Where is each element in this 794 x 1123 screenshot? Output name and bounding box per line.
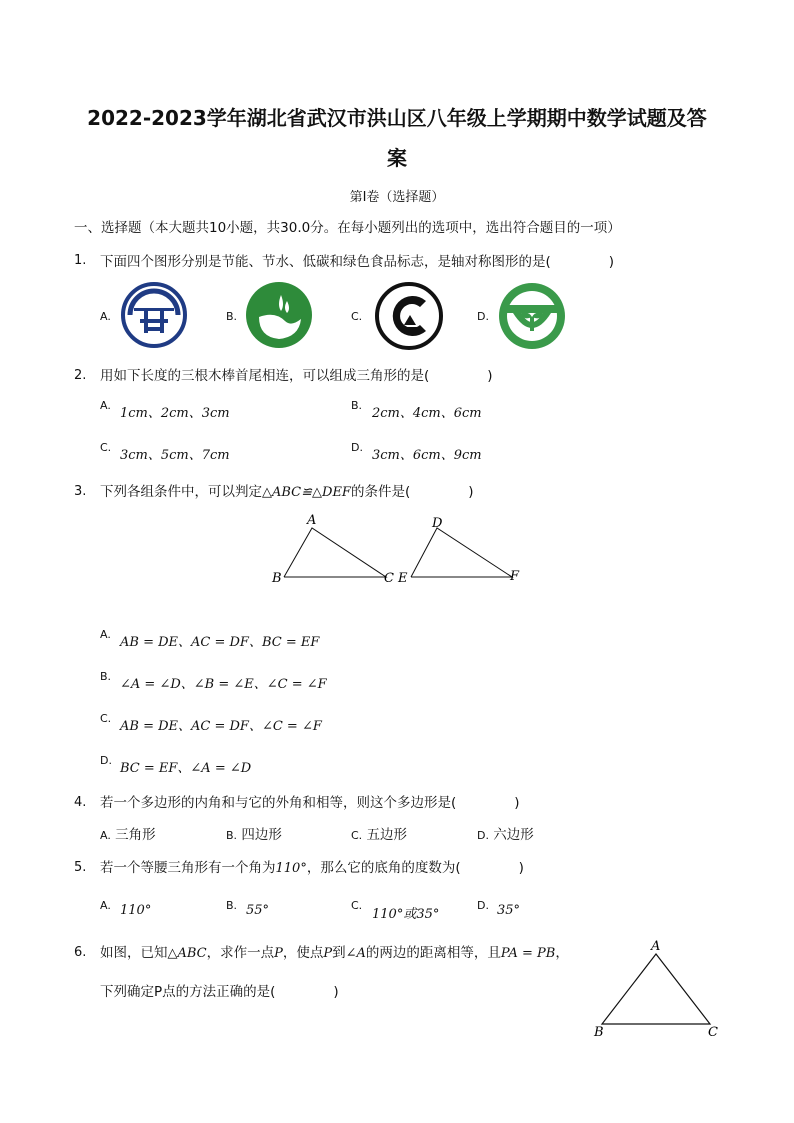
q2-option-d-label: D.: [351, 441, 363, 454]
q5-number: 5.: [74, 860, 87, 875]
energy-saving-logo: [120, 281, 188, 353]
q4-number: 4.: [74, 795, 87, 810]
label-F: F: [510, 569, 520, 584]
low-carbon-logo: [374, 281, 444, 355]
section-heading: 一、选择题（本大题共10小题，共30.0分。在每小题列出的选项中，选出符合题目的一项）: [74, 220, 621, 236]
q5-option-b: 55°: [246, 903, 270, 918]
q5-option-c-label: C.: [351, 899, 363, 912]
q1-option-b-label: B.: [226, 310, 238, 323]
q2-option-b-label: B.: [351, 399, 363, 412]
doc-title-line1: 2022-2023学年湖北省武汉市洪山区八年级上学期期中数学试题及答: [87, 106, 707, 130]
q3-option-c: AB = DE、AC = DF、∠C = ∠F: [120, 719, 322, 734]
q2-option-a: 1cm、2cm、3cm: [120, 406, 230, 421]
q3-option-b-label: B.: [100, 670, 112, 683]
q2-number: 2.: [74, 368, 87, 383]
q5-option-a: 110°: [120, 903, 152, 918]
label-D: D: [432, 516, 443, 531]
q3-triangles-figure: [268, 510, 530, 594]
q3-option-d: BC = EF、∠A = ∠D: [120, 761, 252, 776]
doc-title-line2: 案: [387, 146, 407, 170]
label-B: B: [272, 571, 282, 586]
q2-option-a-label: A.: [100, 399, 111, 412]
q2-option-b: 2cm、4cm、6cm: [372, 406, 482, 421]
q3-text: 下列各组条件中，可以判定△ABC≌△DEF的条件是( ): [100, 484, 474, 500]
q4-option-b: B. 四边形: [226, 827, 282, 843]
q6-triangle-figure: [588, 936, 728, 1048]
q1-option-c-label: C.: [351, 310, 363, 323]
q5-option-d-label: D.: [477, 899, 489, 912]
q2-option-c-label: C.: [100, 441, 112, 454]
label-A: A: [307, 513, 317, 528]
q6-text-line2: 下列确定P点的方法正确的是( ): [100, 984, 339, 1000]
q5-option-b-label: B.: [226, 899, 238, 912]
q1-option-d-label: D.: [477, 310, 489, 323]
q3-option-d-label: D.: [100, 754, 112, 767]
q4-option-d: D. 六边形: [477, 827, 534, 843]
q5-option-c: 110°或35°: [372, 907, 440, 922]
q2-option-c: 3cm、5cm、7cm: [120, 448, 230, 463]
q4-text: 若一个多边形的内角和与它的外角和相等，则这个多边形是( ): [100, 795, 520, 811]
doc-subtitle: 第I卷（选择题）: [349, 190, 445, 205]
green-food-logo: [497, 281, 567, 355]
label-C: C: [384, 571, 394, 586]
q3-option-b: ∠A = ∠D、∠B = ∠E、∠C = ∠F: [120, 677, 327, 692]
q1-number: 1.: [74, 253, 87, 268]
label-C: C: [708, 1025, 718, 1040]
q1-option-a-label: A.: [100, 310, 111, 323]
q1-text: 下面四个图形分别是节能、节水、低碳和绿色食品标志，是轴对称图形的是( ): [100, 254, 615, 270]
label-E: E: [398, 571, 408, 586]
q4-option-a: A. 三角形: [100, 827, 156, 843]
label-B: B: [594, 1025, 604, 1040]
label-A: A: [651, 939, 661, 954]
q4-option-c: C. 五边形: [351, 827, 407, 843]
q2-text: 用如下长度的三根木棒首尾相连，可以组成三角形的是( ): [100, 368, 493, 384]
q3-option-a-label: A.: [100, 628, 111, 641]
q5-option-d: 35°: [497, 903, 521, 918]
q6-number: 6.: [74, 945, 87, 960]
q3-option-c-label: C.: [100, 712, 112, 725]
q5-option-a-label: A.: [100, 899, 111, 912]
q2-option-d: 3cm、6cm、9cm: [372, 448, 482, 463]
water-saving-logo: [245, 281, 313, 353]
q5-text: 若一个等腰三角形有一个角为110°，那么它的底角的度数为( ): [100, 860, 524, 876]
q3-option-a: AB = DE、AC = DF、BC = EF: [120, 635, 320, 650]
q3-number: 3.: [74, 484, 87, 499]
q6-text: 如图，已知△ABC，求作一点P，使点P到∠A的两边的距离相等，且PA = PB，: [100, 945, 569, 961]
